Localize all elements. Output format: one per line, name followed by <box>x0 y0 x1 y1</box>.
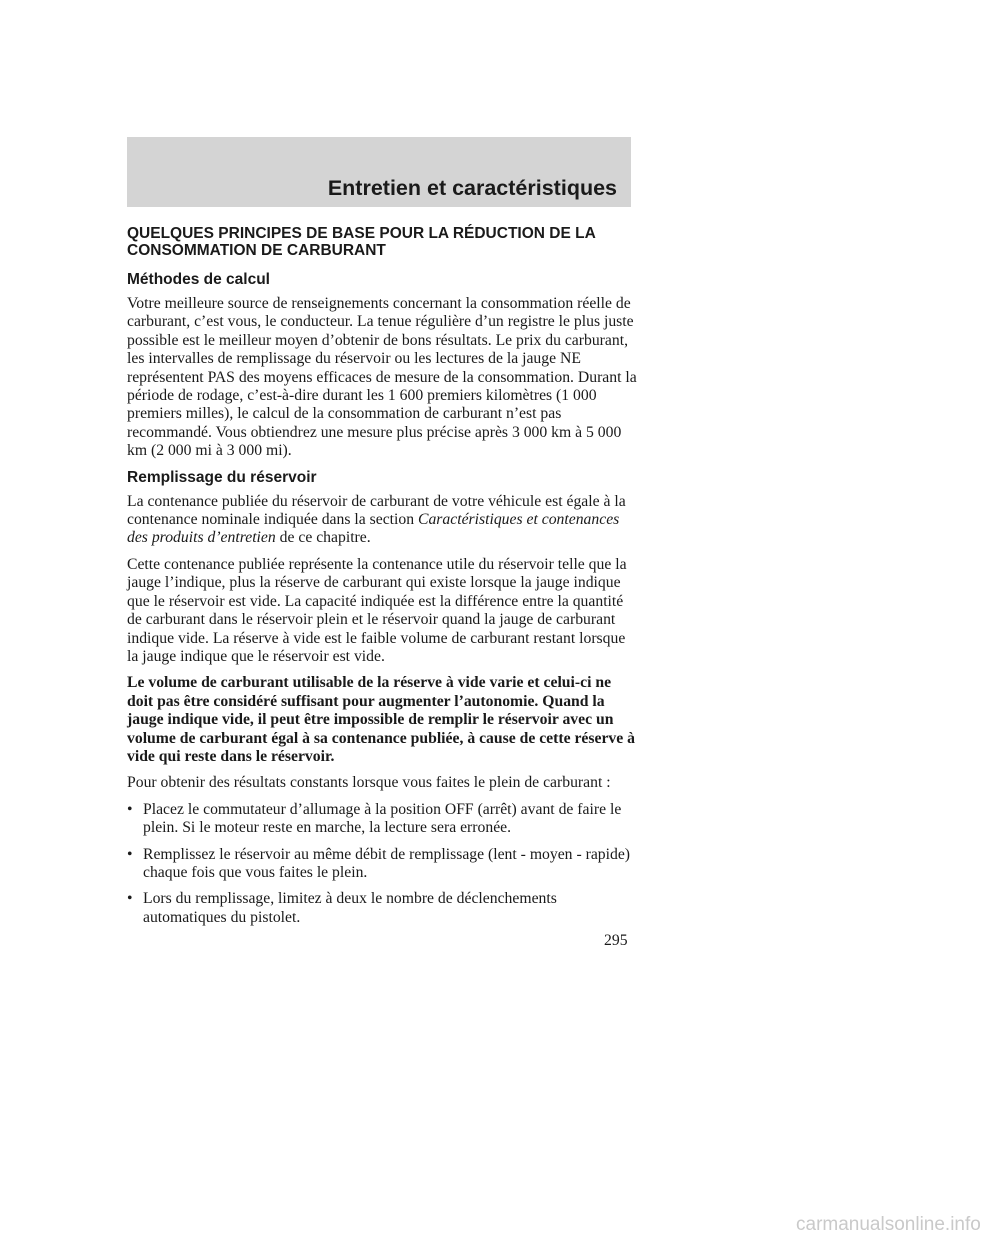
watermark: carmanualsonline.info <box>796 1214 981 1235</box>
main-heading: QUELQUES PRINCIPES DE BASE POUR LA RÉDUCTION DE LA CONSOMMATION DE CARBURANT <box>127 225 596 259</box>
list-item-text: Lors du remplissage, limitez à deux le nombre de déclenchements automatiques du pistolet. <box>143 890 557 926</box>
bullet-mark: • <box>127 845 133 863</box>
bullet-mark: • <box>127 800 133 818</box>
subheading-calculation-methods: Méthodes de calcul <box>127 271 270 288</box>
paragraph-calculation: Votre meilleure source de renseignements concernant la consommation réelle de carburant, c’est vous, le conducteur. La tenue régulière d’un registre le plus juste possible est le meilleur moyen d’obtenir de bons résultats. Le prix du carburant, les intervalles de remplissage du réservoir ou les lectures de la jauge NE représentent PAS des moyens efficaces de mesure de la consommation. Durant la période de rodage, c’est-à-dire durant les 1 600 premiers kilomètres (1 000 premiers milles), le calcul de la consommation de carburant n’est pas recommandé. Vous obtiendrez une mesure plus précise après 3 000 km à 5 000 km (2 000 mi à 3 000 mi). <box>127 295 637 460</box>
paragraph-text: La contenance publiée du réservoir de carburant de votre véhicule est égale à la contenance nominale indiquée dans la section <box>127 492 626 529</box>
paragraph-empty-reserve: Cette contenance publiée représente la contenance utile du réservoir telle que la jauge l’indique, plus la réserve de carburant qui existe lorsque la jauge indique que le réservoir est vide. La capacité indiquée est la différence entre la quantité de carburant dans le réservoir plein et le réservoir quand la jauge de carburant indique vide. La réserve à vide est le faible volume de carburant restant lorsque la jauge indique que le réservoir est vide. <box>127 555 627 665</box>
subheading-tank-filling: Remplissage du réservoir <box>127 468 317 486</box>
section-header-band <box>127 137 631 207</box>
list-item <box>127 846 637 883</box>
list-item <box>127 801 637 838</box>
bullet-mark: • <box>127 890 133 908</box>
section-title: Entretien et caractéristiques <box>327 176 617 200</box>
paragraph-text: de ce chapitre. <box>275 529 371 547</box>
section-reference: Caractéristiques et contenances des produits d’entretien <box>127 511 620 547</box>
page-number: 295 <box>604 932 628 949</box>
paragraph-intro: Pour obtenir des résultats constants lorsque vous faites le plein de carburant : <box>127 774 611 792</box>
warning-paragraph: Le volume de carburant utilisable de la réserve à vide varie et celui-ci ne doit pas être considéré suffisant pour augmenter l’autonomie. Quand la jauge indique vide, il peut être impossible de remplir le réservoir avec un volume de carburant égal à sa contenance publiée, à cause de cette réserve à vide qui reste dans le réservoir. <box>127 674 635 765</box>
bullet-list <box>127 801 637 927</box>
page-content <box>127 225 637 935</box>
list-item <box>127 890 637 927</box>
paragraph-tank-capacity <box>127 493 637 548</box>
list-item-text: Placez le commutateur d’allumage à la position OFF (arrêt) avant de faire le plein. Si le moteur reste en marche, la lecture sera erronée. <box>143 800 622 837</box>
list-item-text: Remplissez le réservoir au même débit de remplissage (lent - moyen - rapide) chaque fois que vous faites le plein. <box>143 845 631 881</box>
